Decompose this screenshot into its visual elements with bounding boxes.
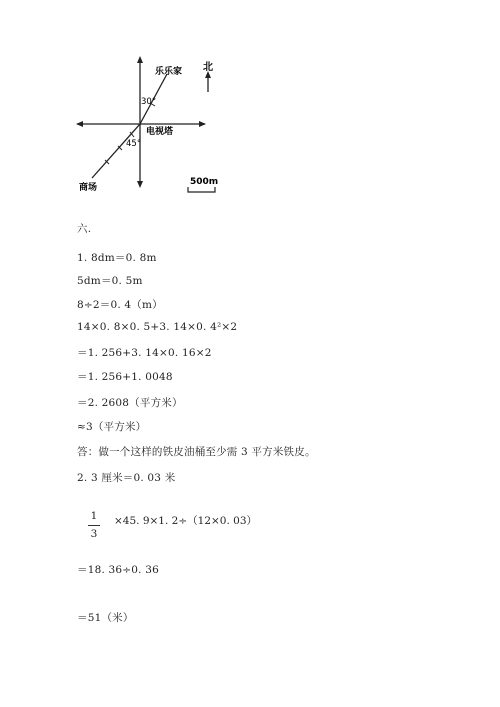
result-line: ＝51（米） xyxy=(77,612,134,624)
solution-line: ≈3（平方米） xyxy=(77,421,147,433)
axis-arrow-left xyxy=(76,121,83,127)
fraction-denominator: 3 xyxy=(90,528,98,540)
result-line: ＝18. 36÷0. 36 xyxy=(77,564,160,576)
fraction-bar xyxy=(88,525,100,526)
tower-label: 电视塔 xyxy=(146,127,174,137)
north-label: 北 xyxy=(203,62,213,73)
ray-to-mall xyxy=(92,124,140,178)
answer-line: 答：做一个这样的铁皮油桶至少需 3 平方米铁皮。 xyxy=(77,446,316,458)
fraction-numerator: 1 xyxy=(90,510,98,522)
axis-arrow-down xyxy=(137,181,143,188)
solution-line: 14×0. 8×0. 5+3. 14×0. 4²×2 xyxy=(77,321,238,333)
angle-45-label: 45° xyxy=(126,139,142,149)
solution-line: 2. 3 厘米＝0. 03 米 xyxy=(77,472,176,484)
solution-line: ＝1. 256+1. 0048 xyxy=(77,371,173,383)
map-diagram xyxy=(0,0,500,210)
fraction-expression: ×45. 9×1. 2÷（12×0. 03） xyxy=(114,515,258,527)
solution-line: 1. 8dm＝0. 8m xyxy=(77,252,157,264)
section-heading: 六. xyxy=(77,223,92,235)
angle-30-label: 30° xyxy=(141,97,157,107)
scale-bar xyxy=(188,187,215,192)
axis-arrow-up xyxy=(137,56,143,63)
solution-line: 8÷2＝0. 4（m） xyxy=(77,299,163,311)
fraction-one-third xyxy=(88,510,100,542)
solution-line: ＝1. 256+3. 14×0. 16×2 xyxy=(77,347,212,359)
mall-label: 商场 xyxy=(79,183,98,193)
solution-line: 5dm＝0. 5m xyxy=(77,275,143,287)
axis-arrow-right xyxy=(199,121,206,127)
scale-label: 500m xyxy=(190,177,219,187)
solution-line: ＝2. 2608（平方米） xyxy=(77,397,183,409)
lelejia-label: 乐乐家 xyxy=(155,67,183,77)
